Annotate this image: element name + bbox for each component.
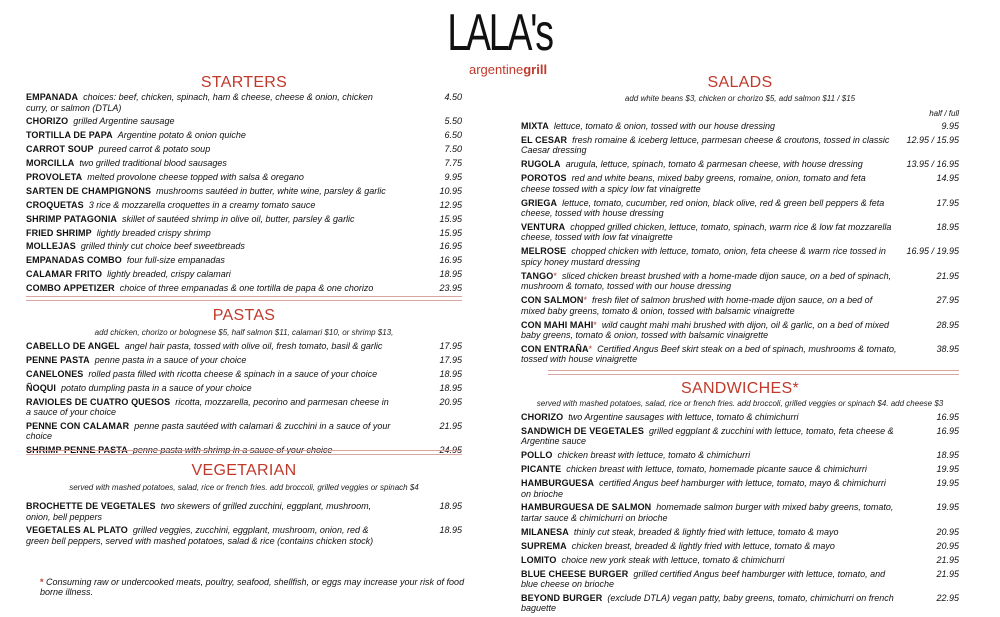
menu-item-name: RUGOLA [521, 159, 561, 170]
menu-item-name: GRIEGA [521, 197, 558, 208]
menu-item-price: 16.95 / 19.95 [906, 246, 959, 257]
menu-item-description: two grilled traditional blood sausages [79, 158, 227, 169]
menu-item [26, 228, 462, 239]
menu-item [521, 198, 959, 219]
menu-item [521, 344, 959, 365]
menu-item-name: SHRIMP PENNE PASTA [26, 445, 128, 456]
menu-item-price: 20.95 [439, 396, 462, 407]
menu-item-asterisk: * [583, 295, 588, 306]
menu-item-name: CON ENTRAÑA [521, 343, 589, 354]
menu-item-description: 3 rice & mozzarella croquettes in a creamy tomato sauce [88, 199, 316, 210]
salads-note: add white beans $3, chicken or chorizo $5, add salmon $11 / $15 [624, 94, 856, 103]
menu-item-price: 16.95 [936, 412, 959, 422]
menu-item-price: 5.50 [444, 116, 462, 127]
menu-item-description: grilled certified Angus beef hamburger with lettuce, tomato, and blue cheese on brioche [521, 568, 886, 590]
menu-item-price: 24.95 [439, 445, 462, 456]
menu-item-name: LOMITO [521, 554, 557, 565]
menu-item-price: 7.50 [444, 144, 462, 155]
menu-item-name: HAMBURGUESA [521, 478, 595, 489]
menu-item-price: 27.95 [936, 295, 959, 306]
menu-item-description: chicken breast with lettuce, tomato, homemade picante sauce & chimichurri [566, 464, 867, 475]
menu-item-description: red and white beans, mixed baby greens, romaine, onion, tomato and feta cheese tossed with a spicy low fat vinaigrette [521, 173, 866, 194]
menu-item-description: lightly breaded, crispy calamari [107, 269, 231, 280]
menu-item-name: BEYOND BURGER [521, 592, 603, 603]
menu-item [521, 555, 959, 566]
menu-item-name: EL CESAR [521, 134, 568, 145]
menu-item-description: chopped chicken with lettuce, tomato, onion, feta cheese & warm rice tossed in spicy honey mustard dressing [521, 246, 886, 267]
menu-item [521, 121, 959, 132]
menu-item-name: MIXTA [521, 121, 549, 131]
menu-item-description: choice of three empanadas & one tortilla de papa & one chorizo [119, 283, 374, 294]
pastas-note: add chicken, chorizo or bolognese $5, half salmon $11, calamari $10, or shrimp $13, [94, 328, 394, 337]
menu-item [521, 478, 959, 499]
menu-item-price: 12.95 / 15.95 [906, 134, 959, 145]
menu-item-name: PICANTE [521, 464, 562, 475]
menu-item [26, 501, 462, 522]
menu-item [521, 222, 959, 243]
menu-item-description: choice new york steak with lettuce, tomato & chimichurri [561, 554, 785, 565]
menu-item-name: CANELONES [26, 368, 84, 379]
menu-item [521, 412, 959, 423]
menu-item-name: MILANESA [521, 526, 569, 537]
pastas-list [26, 341, 462, 456]
menu-item-name: SUPREMA [521, 540, 567, 551]
menu-item-description: homemade salmon burger with mixed baby greens, tomato, tartar sauce & chimichurri on brioche [521, 502, 894, 523]
menu-item-asterisk: * [553, 270, 557, 281]
menu-item-price: 18.95 [439, 525, 462, 535]
vegetarian-section [26, 462, 462, 549]
menu-item [26, 383, 462, 394]
menu-item-name: RAVIOLES DE CUATRO QUESOS [26, 396, 171, 407]
footnote-asterisk: * [40, 577, 44, 587]
menu-item-name: EMPANADAS COMBO [26, 255, 122, 266]
menu-item [26, 255, 462, 266]
menu-item-price: 10.95 [439, 185, 462, 196]
menu-item-description: melted provolone cheese topped with salsa & oregano [87, 171, 304, 182]
menu-item-description: rolled pasta filled with ricotta cheese & spinach in a sauce of your choice [88, 368, 378, 379]
menu-item-name: SARTEN DE CHAMPIGNONS [26, 185, 152, 196]
menu-item-price: 15.95 [439, 213, 462, 224]
menu-item-name: CABELLO DE ANGEL [26, 341, 120, 351]
menu-item-name: BROCHETTE DE VEGETALES [26, 501, 156, 511]
menu-item-description: lightly breaded crispy shrimp [96, 227, 211, 238]
menu-item-name: SHRIMP PATAGONIA [26, 213, 117, 224]
menu-item-name: CHORIZO [26, 116, 69, 127]
menu-item [521, 271, 959, 292]
menu-item [26, 269, 462, 280]
menu-item [26, 283, 462, 294]
menu-item-description: four full-size empanadas [126, 255, 225, 266]
menu-item-price: 17.95 [936, 197, 959, 208]
vegetarian-title: VEGETARIAN [191, 462, 297, 479]
menu-item [26, 116, 462, 127]
menu-item [521, 450, 959, 461]
menu-item-description: grilled Argentine sausage [73, 116, 175, 127]
menu-item [521, 502, 959, 523]
menu-item-description: angel hair pasta, tossed with olive oil, fresh tomato, basil & garlic [124, 341, 383, 351]
menu-item [521, 159, 959, 170]
menu-item [521, 593, 959, 614]
menu-item-price: 13.95 / 16.95 [906, 159, 959, 170]
menu-item-price: 21.95 [439, 420, 462, 431]
menu-item-description: two Argentine sausages with lettuce, tomato & chimichurri [568, 412, 799, 422]
menu-item-price: 18.95 [439, 501, 462, 511]
menu-item-name: ÑOQUI [26, 382, 57, 393]
menu-item-price: 9.95 [444, 171, 462, 182]
menu-item-price: 23.95 [439, 283, 462, 294]
menu-item-name: POROTOS [521, 173, 567, 184]
restaurant-logo [0, 6, 1000, 60]
menu-item-description: choices: beef, chicken, spinach, ham & cheese, cheese & onion, chicken curry, or salmon (DTLA) [26, 92, 373, 113]
menu-item [26, 214, 462, 225]
menu-item-description: pureed carrot & potato soup [98, 144, 211, 155]
menu-item-description: ricotta, mozzarella, pecorino and parmesan cheese in a sauce of your choice [26, 396, 389, 418]
menu-item-description: two skewers of grilled zucchini, eggplant, mushroom, onion, bell peppers [26, 501, 372, 522]
menu-item [26, 525, 462, 546]
menu-item-name: CON SALMON [521, 295, 584, 306]
menu-item-name: PENNE CON CALAMAR [26, 420, 130, 431]
menu-item-description: (exclude DTLA) vegan patty, baby greens, tomato, chimichurri on french baguette [521, 592, 894, 614]
menu-item [521, 464, 959, 475]
menu-item-description: chicken breast with lettuce, tomato & chimichurri [557, 450, 751, 461]
menu-item-description: grilled eggplant & zucchini with lettuce, tomato, feta cheese & Argentine sauce [521, 425, 894, 447]
menu-item-name: MORCILLA [26, 158, 75, 169]
menu-item-price: 4.50 [444, 92, 462, 102]
vegetarian-note: served with mashed potatoes, salad, rice or french fries. add broccoli, grilled veggies or spinach $4 [69, 483, 419, 492]
section-divider [26, 450, 462, 455]
menu-item-name: TANGO [521, 270, 554, 281]
menu-item-price: 19.95 [936, 464, 959, 475]
menu-item [521, 426, 959, 447]
menu-item [26, 397, 462, 418]
menu-item-price: 17.95 [439, 354, 462, 365]
footnote-text: Consuming raw or undercooked meats, poultry, seafood, shellfish, or eggs may increase your risk of food borne illness. [40, 577, 465, 597]
starters-title: STARTERS [200, 74, 288, 91]
menu-item-name: CROQUETAS [26, 199, 84, 210]
menu-item-description: fresh romaine & iceberg lettuce, parmesan cheese & croutons, tossed in classic Caesar dressing [521, 134, 890, 156]
menu-item-price: 12.95 [439, 199, 462, 210]
menu-item-name: CALAMAR FRITO [26, 269, 103, 280]
menu-item [26, 158, 462, 169]
menu-item-name: POLLO [521, 450, 553, 461]
salads-list [521, 121, 959, 365]
menu-item-price: 16.95 [936, 425, 959, 436]
menu-item [26, 130, 462, 141]
menu-item [26, 421, 462, 442]
left-column [26, 74, 462, 297]
menu-item-description: thinly cut steak, breaded & lightly fried with lettuce, tomato & mayo [573, 526, 839, 537]
menu-item [26, 241, 462, 252]
pastas-section [26, 307, 462, 459]
menu-item-description: grilled thinly cut choice beef sweetbreads [80, 241, 245, 252]
menu-item-price: 21.95 [936, 270, 959, 281]
menu-item-description: penne pasta with shrimp in a sauce of your choice [132, 445, 333, 456]
menu-item [26, 92, 462, 113]
menu-item [26, 186, 462, 197]
menu-item-price: 6.50 [444, 130, 462, 141]
menu-item-price: 18.95 [439, 382, 462, 393]
menu-item [521, 135, 959, 156]
menu-item-price: 20.95 [936, 526, 959, 537]
menu-item-price: 18.95 [936, 450, 959, 461]
menu-item-price: 17.95 [439, 341, 462, 351]
menu-item-price: 15.95 [439, 227, 462, 238]
sandwiches-section [521, 380, 959, 617]
menu-item-description: grilled veggies, zucchini, eggplant, mushroom, onion, red & green bell peppers, served with mashed potatoes, salad & rice (contains chicken stock) [26, 525, 374, 546]
menu-item-name: CARROT SOUP [26, 144, 94, 155]
menu-item-price: 19.95 [936, 502, 959, 513]
menu-item-name: MOLLEJAS [26, 241, 76, 252]
menu-item-price: 16.95 [439, 241, 462, 252]
menu-item [521, 295, 959, 316]
menu-item-price: 19.95 [936, 478, 959, 489]
menu-item-name: MELROSE [521, 246, 567, 257]
menu-item-price: 20.95 [936, 540, 959, 551]
menu-item-name: TORTILLA DE PAPA [26, 130, 113, 141]
logo-tagline-prefix: argentine [469, 62, 524, 77]
logo-tagline-bold: grill [523, 62, 548, 77]
salads-size-header: half / full [929, 109, 959, 118]
sandwiches-title: SANDWICHES* [681, 380, 799, 397]
menu-item [26, 144, 462, 155]
sandwiches-list [521, 412, 959, 614]
menu-item [521, 246, 959, 267]
menu-item-description: chopped grilled chicken, lettuce, tomato, spinach, warm rice & low fat mozzarella cheese, tossed with low fat vinaigrette [521, 221, 892, 243]
menu-item-name: SANDWICH DE VEGETALES [521, 425, 644, 436]
menu-item-name: EMPANADA [26, 92, 79, 102]
vegetarian-list [26, 501, 462, 546]
menu-item-description: potato dumpling pasta in a sauce of your choice [61, 382, 252, 393]
menu-item [26, 369, 462, 380]
menu-item-price: 18.95 [439, 368, 462, 379]
menu-item-price: 18.95 [936, 221, 959, 232]
menu-item [26, 200, 462, 211]
menu-item-description: skillet of sautéed shrimp in olive oil, butter, parsley & garlic [121, 213, 355, 224]
logo-wordmark: LALA's [447, 4, 553, 62]
menu-item-price: 21.95 [936, 554, 959, 565]
menu-item-price: 7.75 [444, 158, 462, 169]
salads-section [521, 74, 959, 368]
section-divider [26, 296, 462, 301]
menu-item-name: CHORIZO [521, 412, 564, 422]
menu-item-asterisk: * [593, 319, 597, 330]
menu-item-asterisk: * [588, 343, 593, 354]
menu-item [26, 172, 462, 183]
menu-item [26, 355, 462, 366]
menu-item-description: penne pasta sautéed with calamari & zucchini in a sauce of your choice [26, 420, 391, 442]
menu-item-name: FRIED SHRIMP [26, 227, 92, 238]
menu-item-price: 38.95 [936, 343, 959, 354]
menu-item [26, 341, 462, 352]
menu-item-price: 22.95 [936, 592, 959, 603]
menu-item-description: penne pasta in a sauce of your choice [94, 354, 247, 365]
menu-item-description: arugula, lettuce, spinach, tomato & parmesan cheese, with house dressing [565, 159, 863, 170]
menu-item-price: 18.95 [439, 269, 462, 280]
menu-item-description: wild caught mahi mahi brushed with dijon, oil & garlic, on a bed of mixed baby greens, tomato & onion, tossed with balsamic vinaigrette [521, 319, 889, 341]
menu-item-name: BLUE CHEESE BURGER [521, 568, 629, 579]
menu-item-description: sliced chicken breast brushed with a home-made dijon sauce, on a bed of spinach, mushroom & tomato, tossed with our house dressing [521, 270, 892, 292]
menu-item-name: PROVOLETA [26, 171, 83, 182]
menu-item-price: 14.95 [936, 173, 959, 184]
menu-item-description: certified Angus beef hamburger with lettuce, tomato, mayo & chimichurri on brioche [521, 478, 886, 499]
menu-item-name: COMBO APPETIZER [26, 283, 115, 294]
section-divider [548, 370, 959, 375]
menu-item [521, 527, 959, 538]
footnote [40, 577, 480, 597]
menu-item [521, 173, 959, 194]
pastas-title: PASTAS [212, 307, 276, 324]
menu-item-price: 21.95 [936, 568, 959, 579]
menu-item-price: 28.95 [936, 319, 959, 330]
menu-item [521, 569, 959, 590]
menu-item-name: CON MAHI MAHI [521, 319, 594, 330]
sandwiches-note: served with mashed potatoes, salad, rice or french fries. add broccoli, grilled veggies or spinach $4. add cheese $3 [536, 399, 944, 408]
menu-item [521, 320, 959, 341]
menu-item-description: Argentine potato & onion quiche [117, 130, 246, 141]
starters-list [26, 92, 462, 294]
menu-item-description: fresh filet of salmon brushed with home-made dijon sauce, on a bed of mixed baby greens, tomato & onion, tossed with balsamic vinaigrette [521, 295, 873, 316]
menu-item-name: VENTURA [521, 221, 566, 232]
menu-item-description: lettuce, tomato, cucumber, red onion, black olive, red & green bell peppers & feta cheese, tossed with house dressing [521, 197, 885, 219]
menu-item-description: mushrooms sautéed in butter, white wine, parsley & garlic [156, 185, 386, 196]
menu-item-price: 16.95 [439, 255, 462, 266]
menu-item-name: HAMBURGUESA DE SALMON [521, 502, 652, 513]
salads-title: SALADS [707, 74, 773, 91]
menu-item-description: Certified Angus Beef skirt steak on a bed of spinach, mushrooms & tomato, tossed with house vinaigrette [521, 343, 897, 365]
menu-item-name: PENNE PASTA [26, 354, 90, 365]
menu-item [521, 541, 959, 552]
menu-item-description: lettuce, tomato & onion, tossed with our house dressing [553, 121, 775, 131]
menu-item-name: VEGETALES AL PLATO [26, 525, 128, 535]
menu-item-description: chicken breast, breaded & lightly fried with lettuce, tomato & mayo [571, 540, 835, 551]
menu-item-price: 9.95 [941, 121, 959, 131]
